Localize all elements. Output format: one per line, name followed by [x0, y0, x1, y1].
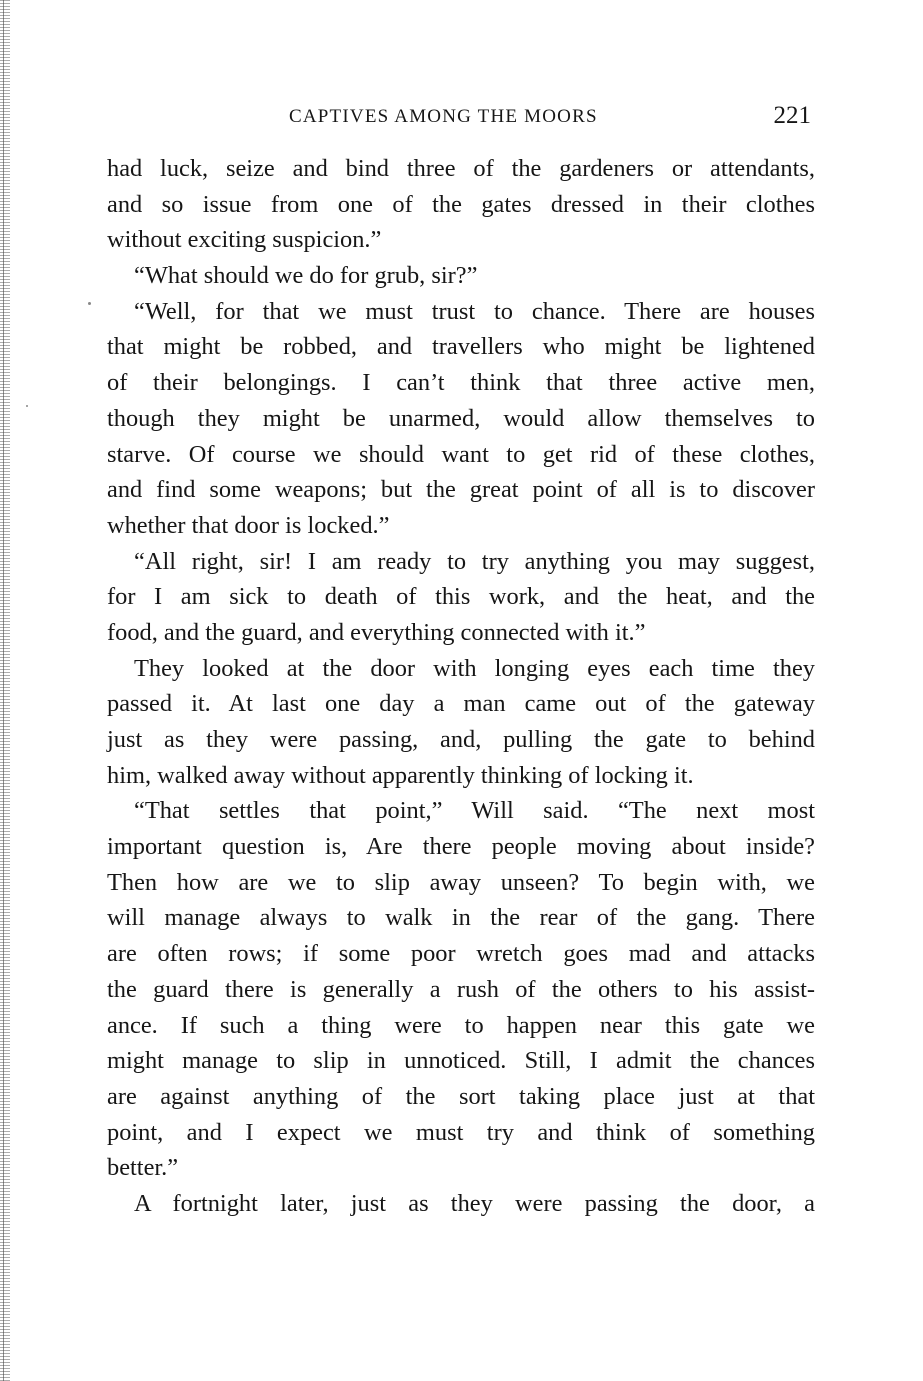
text-line: are often rows; if some poor wretch goes mad and attacks	[107, 940, 815, 968]
text-line: and so issue from one of the gates dressed in their clothes	[107, 190, 815, 218]
page-header	[107, 102, 815, 132]
text-line: that might be robbed, and travellers who might be lightened	[107, 333, 815, 361]
text-line: important question is, Are there people moving about inside?	[107, 833, 815, 861]
text-line: Then how are we to slip away unseen? To begin with, we	[107, 868, 815, 896]
paper-speck	[26, 405, 28, 407]
text-line: food, and the guard, and everything connected with it.”	[107, 618, 646, 646]
text-line: for I am sick to death of this work, and the heat, and the	[107, 583, 815, 611]
text-line: “All right, sir! I am ready to try anything you may suggest,	[134, 547, 815, 575]
text-line: though they might be unarmed, would allow themselves to	[107, 404, 815, 432]
text-line: “That settles that point,” Will said. “The next most	[134, 797, 815, 825]
binding-edge	[0, 0, 10, 1381]
text-line: starve. Of course we should want to get rid of these clothes,	[107, 440, 815, 468]
running-head: CAPTIVES AMONG THE MOORS	[289, 106, 598, 127]
paper-speck	[88, 302, 91, 305]
body-text	[107, 151, 815, 1222]
text-line: of their belongings. I can’t think that three active men,	[107, 369, 815, 397]
text-line: passed it. At last one day a man came out of the gateway	[107, 690, 815, 718]
text-line: point, and I expect we must try and think of something	[107, 1118, 815, 1146]
text-line: whether that door is locked.”	[107, 511, 390, 539]
text-line: him, walked away without apparently thinking of locking it.	[107, 761, 694, 789]
text-line: without exciting suspicion.”	[107, 226, 382, 254]
text-line: the guard there is generally a rush of the others to his assist-	[107, 975, 815, 1003]
page-number: 221	[773, 102, 811, 129]
text-line: and find some weapons; but the great point of all is to discover	[107, 476, 815, 504]
text-line: are against anything of the sort taking place just at that	[107, 1082, 815, 1110]
text-line: better.”	[107, 1154, 179, 1182]
text-line: might manage to slip in unnoticed. Still, I admit the chances	[107, 1047, 815, 1075]
text-line: They looked at the door with longing eyes each time they	[134, 654, 815, 682]
text-line: will manage always to walk in the rear of the gang. There	[107, 904, 815, 932]
text-line: ance. If such a thing were to happen near this gate we	[107, 1011, 815, 1039]
text-line: A fortnight later, just as they were passing the door, a	[134, 1189, 815, 1217]
text-line: had luck, seize and bind three of the gardeners or attendants,	[107, 155, 815, 182]
text-line: “Well, for that we must trust to chance. There are houses	[134, 297, 815, 325]
text-line: just as they were passing, and, pulling the gate to behind	[107, 726, 815, 753]
text-line: “What should we do for grub, sir?”	[134, 262, 478, 290]
binding-edge-line	[3, 0, 4, 1381]
